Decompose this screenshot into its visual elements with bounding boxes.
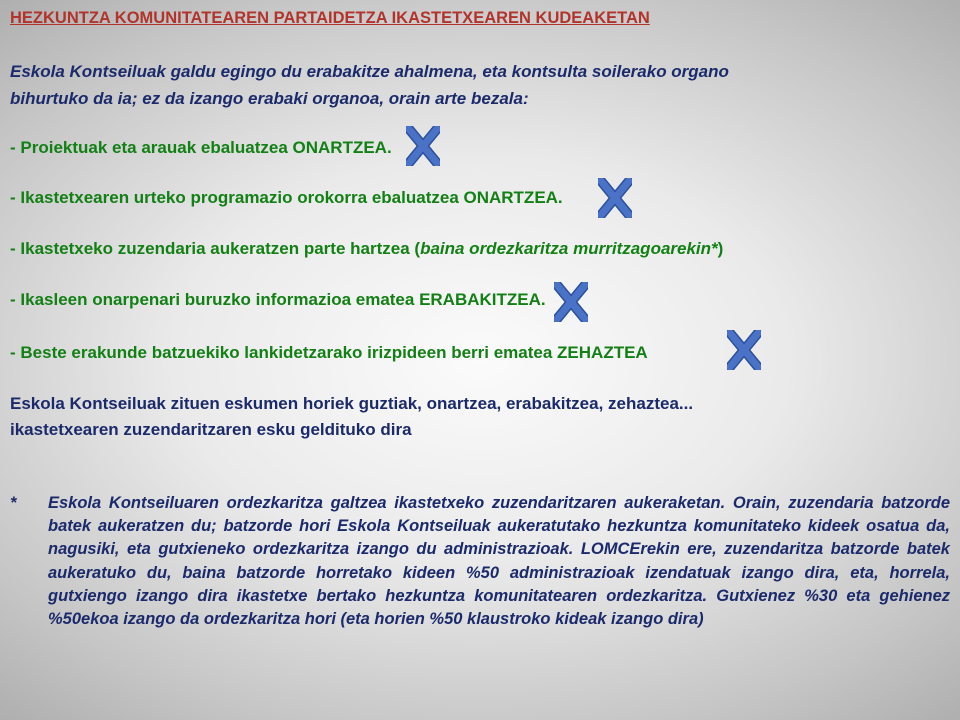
bullet-dash: - bbox=[10, 343, 21, 362]
list-item-text: Ikastetxeko zuzendaria aukeratzen parte hartzea ( bbox=[20, 239, 421, 258]
list-item bbox=[10, 186, 563, 210]
list-item bbox=[10, 341, 648, 365]
list-item bbox=[10, 136, 392, 160]
bullet-dash: - bbox=[10, 290, 21, 309]
intro-line-1: Eskola Kontseiluak galdu egingo du erabakitze ahalmena, eta kontsulta soilerako organo bbox=[10, 62, 729, 81]
footnote bbox=[10, 492, 950, 631]
footnote-marker: * bbox=[10, 494, 17, 512]
cross-mark-icon bbox=[598, 178, 632, 218]
slide-title: HEZKUNTZA KOMUNITATEAREN PARTAIDETZA IKASTETXEAREN KUDEAKETAN bbox=[10, 9, 650, 27]
summary-line-1: Eskola Kontseiluak zituen eskumen horiek guztiak, onartzea, erabakitzea, zehaztea... bbox=[10, 394, 694, 413]
list-item-italic-text: baina ordezkaritza murritzagoarekin* bbox=[420, 239, 718, 258]
list-item bbox=[10, 237, 723, 261]
intro-line-2: bihurtuko da ia; ez da izango erabaki organoa, orain arte bezala: bbox=[10, 89, 529, 108]
list-item-text: Ikastetxearen urteko programazio orokorra ebaluatzea ONARTZEA. bbox=[20, 188, 563, 207]
bullet-dash: - bbox=[10, 188, 21, 207]
cross-mark-icon bbox=[406, 126, 440, 166]
bullet-dash: - bbox=[10, 138, 21, 157]
list-item-text: Beste erakunde batzuekiko lankidetzarako irizpideen berri ematea ZEHAZTEA bbox=[20, 343, 648, 362]
list-item bbox=[10, 288, 546, 312]
list-item-text: Ikasleen onarpenari buruzko informazioa ematea ERABAKITZEA. bbox=[20, 290, 546, 309]
bullet-dash: - bbox=[10, 239, 21, 258]
cross-mark-icon bbox=[727, 330, 761, 370]
footnote-text: Eskola Kontseiluaren ordezkaritza galtzea ikastetxeko zuzendaritzaren aukeraketan. Orain, zuzendaria batzorde batek aukeratzen du; batzorde hori Eskola Kontseiluak aukeratutako hezkuntza komunitateko kideek osatua da, nagusiki, eta gutxieneko ordezkaritza izango du administrazioak. LOMCErekin ere, zuzendaritza batzorde batek aukeratuko du, baina batzorde horretako kideen %50 administrazioak izendatuak izango dira, eta, horrela, gutxiengo izango dira ikastetxe bertako hezkuntza komunitatearen ordezkaritza. Gutxienez %30 eta gehienez %50ekoa izango da ordezkaritza hori (eta horien %50 klaustroko kideak izango dira) bbox=[48, 494, 950, 629]
list-item-text: Proiektuak eta arauak ebaluatzea ONARTZEA. bbox=[20, 138, 392, 157]
list-item-text-closing: ) bbox=[717, 239, 724, 258]
summary-line-2: ikastetxearen zuzendaritzaren esku geldituko dira bbox=[10, 420, 412, 439]
cross-mark-icon bbox=[554, 282, 588, 322]
